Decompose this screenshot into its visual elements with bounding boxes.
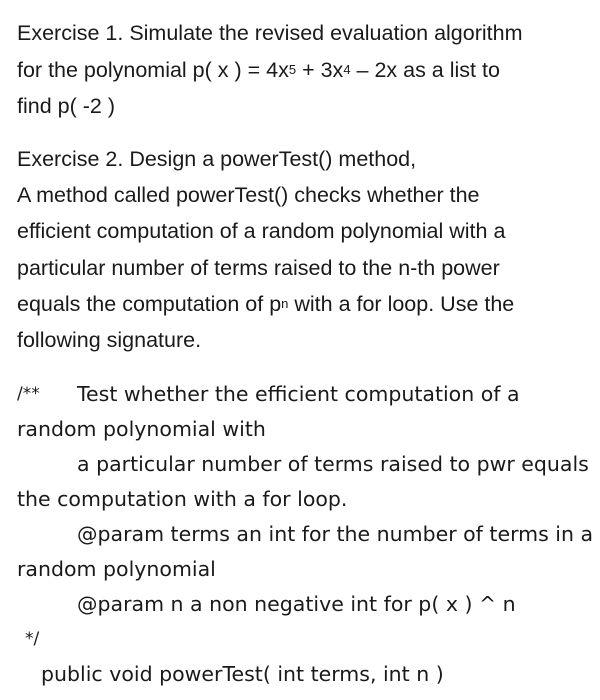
exercise2-line3: efficient computation of a random polynomial with a [17,219,506,243]
exercise2-line5-a: equals the computation of p [17,292,282,316]
code-comment-line6: random polynomial [17,557,216,581]
code-comment-line4: the computation with a for loop. [17,487,348,511]
code-comment-line1 [17,381,520,409]
exercise2-line5-b: with a for loop. Use the [288,292,515,316]
exercise1-poly-text-b: + 3x [296,58,344,82]
exercise1-exponent-5: 5 [288,62,297,77]
method-signature: public void powerTest( int terms, int n ) [41,662,444,686]
exercise1-poly-text-a: for the polynomial p( x ) = 4x [17,58,289,82]
exercise1-poly-text-c: – 2x as a list to [350,58,500,82]
exercise2-exponent-n: n [281,296,289,311]
code-comment-line5: @param terms an int for the number of terms in a [77,522,594,546]
exercise1-exponent-4: 4 [343,62,351,77]
comment-text-1: Test whether the efficient computation of a [77,382,520,406]
comment-open: /** [17,384,40,404]
code-comment-line7: @param n a non negative int for p( x ) ^ n [77,592,516,616]
exercise2-line1: Exercise 2. Design a powerTest() method, [17,147,417,171]
exercise2-line5 [17,291,514,317]
exercise1-line2 [17,57,500,83]
comment-close: */ [25,629,40,649]
exercise2-line2: A method called powerTest() checks whether the [17,183,480,207]
exercise1-line1: Exercise 1. Simulate the revised evaluation algorithm [17,21,523,45]
exercise2-line4: particular number of terms raised to the n-th power [17,256,500,280]
code-comment-line2: random polynomial with [17,417,266,441]
exercise2-line6: following signature. [17,328,202,352]
code-comment-line3: a particular number of terms raised to pwr equals [77,452,589,476]
exercise1-line3: find p( -2 ) [17,94,115,118]
